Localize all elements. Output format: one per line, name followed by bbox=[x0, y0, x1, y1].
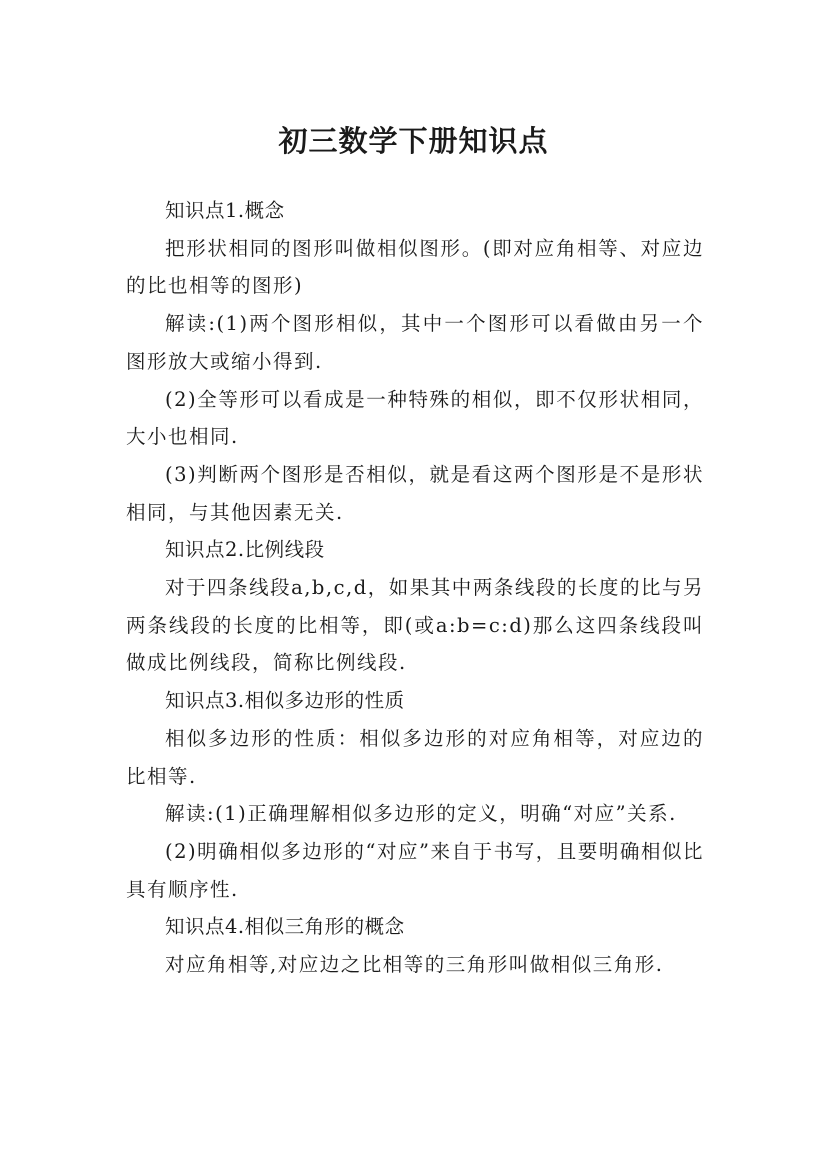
paragraph-triangle-definition: 对应角相等,对应边之比相等的三角形叫做相似三角形. bbox=[165, 953, 664, 977]
paragraph-interpretation-3: (3)判断两个图形是否相似，就是看这两个图形是不是形状相同，与其他因素无关. bbox=[126, 462, 704, 524]
paragraph-definition: 把形状相同的图形叫做相似图形。(即对应角相等、对应边的比也相等的图形) bbox=[126, 236, 704, 298]
paragraph-polygon-interpretation-1: 解读:(1)正确理解相似多边形的定义，明确“对应”关系. bbox=[165, 802, 677, 826]
section-heading-1: 知识点1.概念 bbox=[165, 199, 285, 222]
paragraph-interpretation-1: 解读:(1)两个图形相似，其中一个图形可以看做由另一个图形放大或缩小得到. bbox=[126, 312, 704, 373]
section-heading-3: 知识点3.相似多边形的性质 bbox=[165, 689, 405, 713]
paragraph-polygon-interpretation-2: (2)明确相似多边形的“对应”来自于书写，且要明确相似比具有顺序性. bbox=[126, 839, 704, 901]
paragraph-polygon-properties: 相似多边形的性质：相似多边形的对应角相等，对应边的比相等. bbox=[126, 726, 704, 788]
paragraph-proportional-segments: 对于四条线段a,b,c,d，如果其中两条线段的长度的比与另两条线段的长度的比相等，即(或a:b=c:d)那么这四条线段叫做成比例线段，简称比例线段. bbox=[126, 576, 704, 675]
page-title: 初三数学下册知识点 bbox=[278, 124, 549, 159]
document-body bbox=[126, 192, 704, 984]
section-heading-2: 知识点2.比例线段 bbox=[165, 538, 325, 562]
paragraph-interpretation-2: (2)全等形可以看成是一种特殊的相似，即不仅形状相同，大小也相同. bbox=[126, 387, 704, 449]
section-heading-4: 知识点4.相似三角形的概念 bbox=[165, 915, 405, 939]
